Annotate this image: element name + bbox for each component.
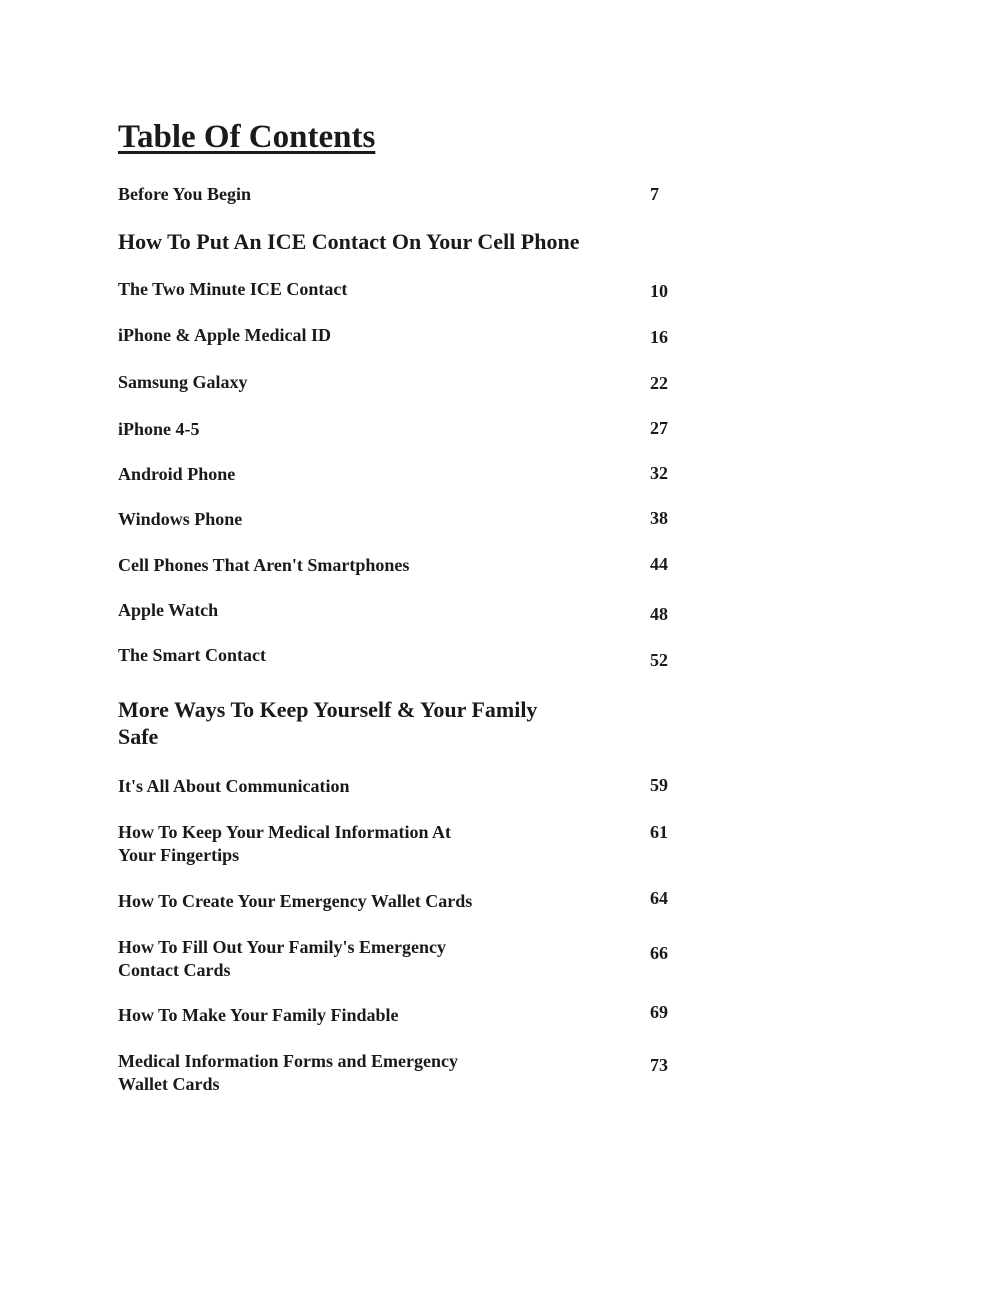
toc-page-number: 38 bbox=[650, 508, 668, 528]
toc-section-heading[interactable]: More Ways To Keep Yourself & Your Family bbox=[118, 697, 538, 722]
toc-entry[interactable]: iPhone & Apple Medical ID bbox=[118, 325, 332, 345]
toc-entry-line2[interactable]: Wallet Cards bbox=[118, 1074, 220, 1094]
toc-entry[interactable]: Medical Information Forms and Emergency bbox=[118, 1051, 458, 1071]
toc-page-number: 66 bbox=[650, 943, 668, 963]
toc-entry[interactable]: Apple Watch bbox=[118, 600, 219, 620]
toc-entry[interactable]: It's All About Communication bbox=[118, 776, 350, 796]
toc-entry[interactable]: Android Phone bbox=[118, 464, 236, 484]
toc-entry[interactable]: How To Keep Your Medical Information At bbox=[118, 822, 452, 842]
toc-page-number: 69 bbox=[650, 1002, 668, 1022]
toc-entry[interactable]: Samsung Galaxy bbox=[118, 372, 248, 392]
toc-entry[interactable]: How To Create Your Emergency Wallet Cards bbox=[118, 891, 473, 911]
toc-page-number: 32 bbox=[650, 463, 668, 483]
toc-page-number: 73 bbox=[650, 1055, 668, 1075]
toc-page-number: 61 bbox=[650, 822, 668, 842]
toc-page-number: 64 bbox=[650, 888, 668, 908]
toc-page-number: 44 bbox=[650, 554, 668, 574]
toc-page-number: 27 bbox=[650, 418, 668, 438]
toc-section-heading-line2[interactable]: Safe bbox=[118, 724, 159, 749]
toc-entry[interactable]: iPhone 4-5 bbox=[118, 419, 200, 439]
toc-entry-line2[interactable]: Contact Cards bbox=[118, 960, 231, 980]
toc-page-number: 16 bbox=[650, 327, 668, 347]
page-title: Table Of Contents bbox=[118, 119, 376, 155]
toc-page-number: 59 bbox=[650, 775, 668, 795]
toc-page-number: 48 bbox=[650, 604, 668, 624]
toc-entry[interactable]: Windows Phone bbox=[118, 509, 243, 529]
toc-page-number: 52 bbox=[650, 650, 668, 670]
toc-entry[interactable]: How To Make Your Family Findable bbox=[118, 1005, 399, 1025]
toc-page-number: 22 bbox=[650, 373, 668, 393]
toc-page-number: 10 bbox=[650, 281, 668, 301]
toc-entry[interactable]: Cell Phones That Aren't Smartphones bbox=[118, 555, 410, 575]
toc-page-number: 7 bbox=[650, 184, 659, 204]
toc-section-heading[interactable]: How To Put An ICE Contact On Your Cell Phone bbox=[118, 229, 580, 254]
toc-entry[interactable]: How To Fill Out Your Family's Emergency bbox=[118, 937, 447, 957]
toc-entry[interactable]: Before You Begin bbox=[118, 184, 251, 204]
toc-entry[interactable]: The Smart Contact bbox=[118, 645, 266, 665]
toc-entry[interactable]: The Two Minute ICE Contact bbox=[118, 279, 348, 299]
toc-entry-line2[interactable]: Your Fingertips bbox=[118, 845, 240, 865]
